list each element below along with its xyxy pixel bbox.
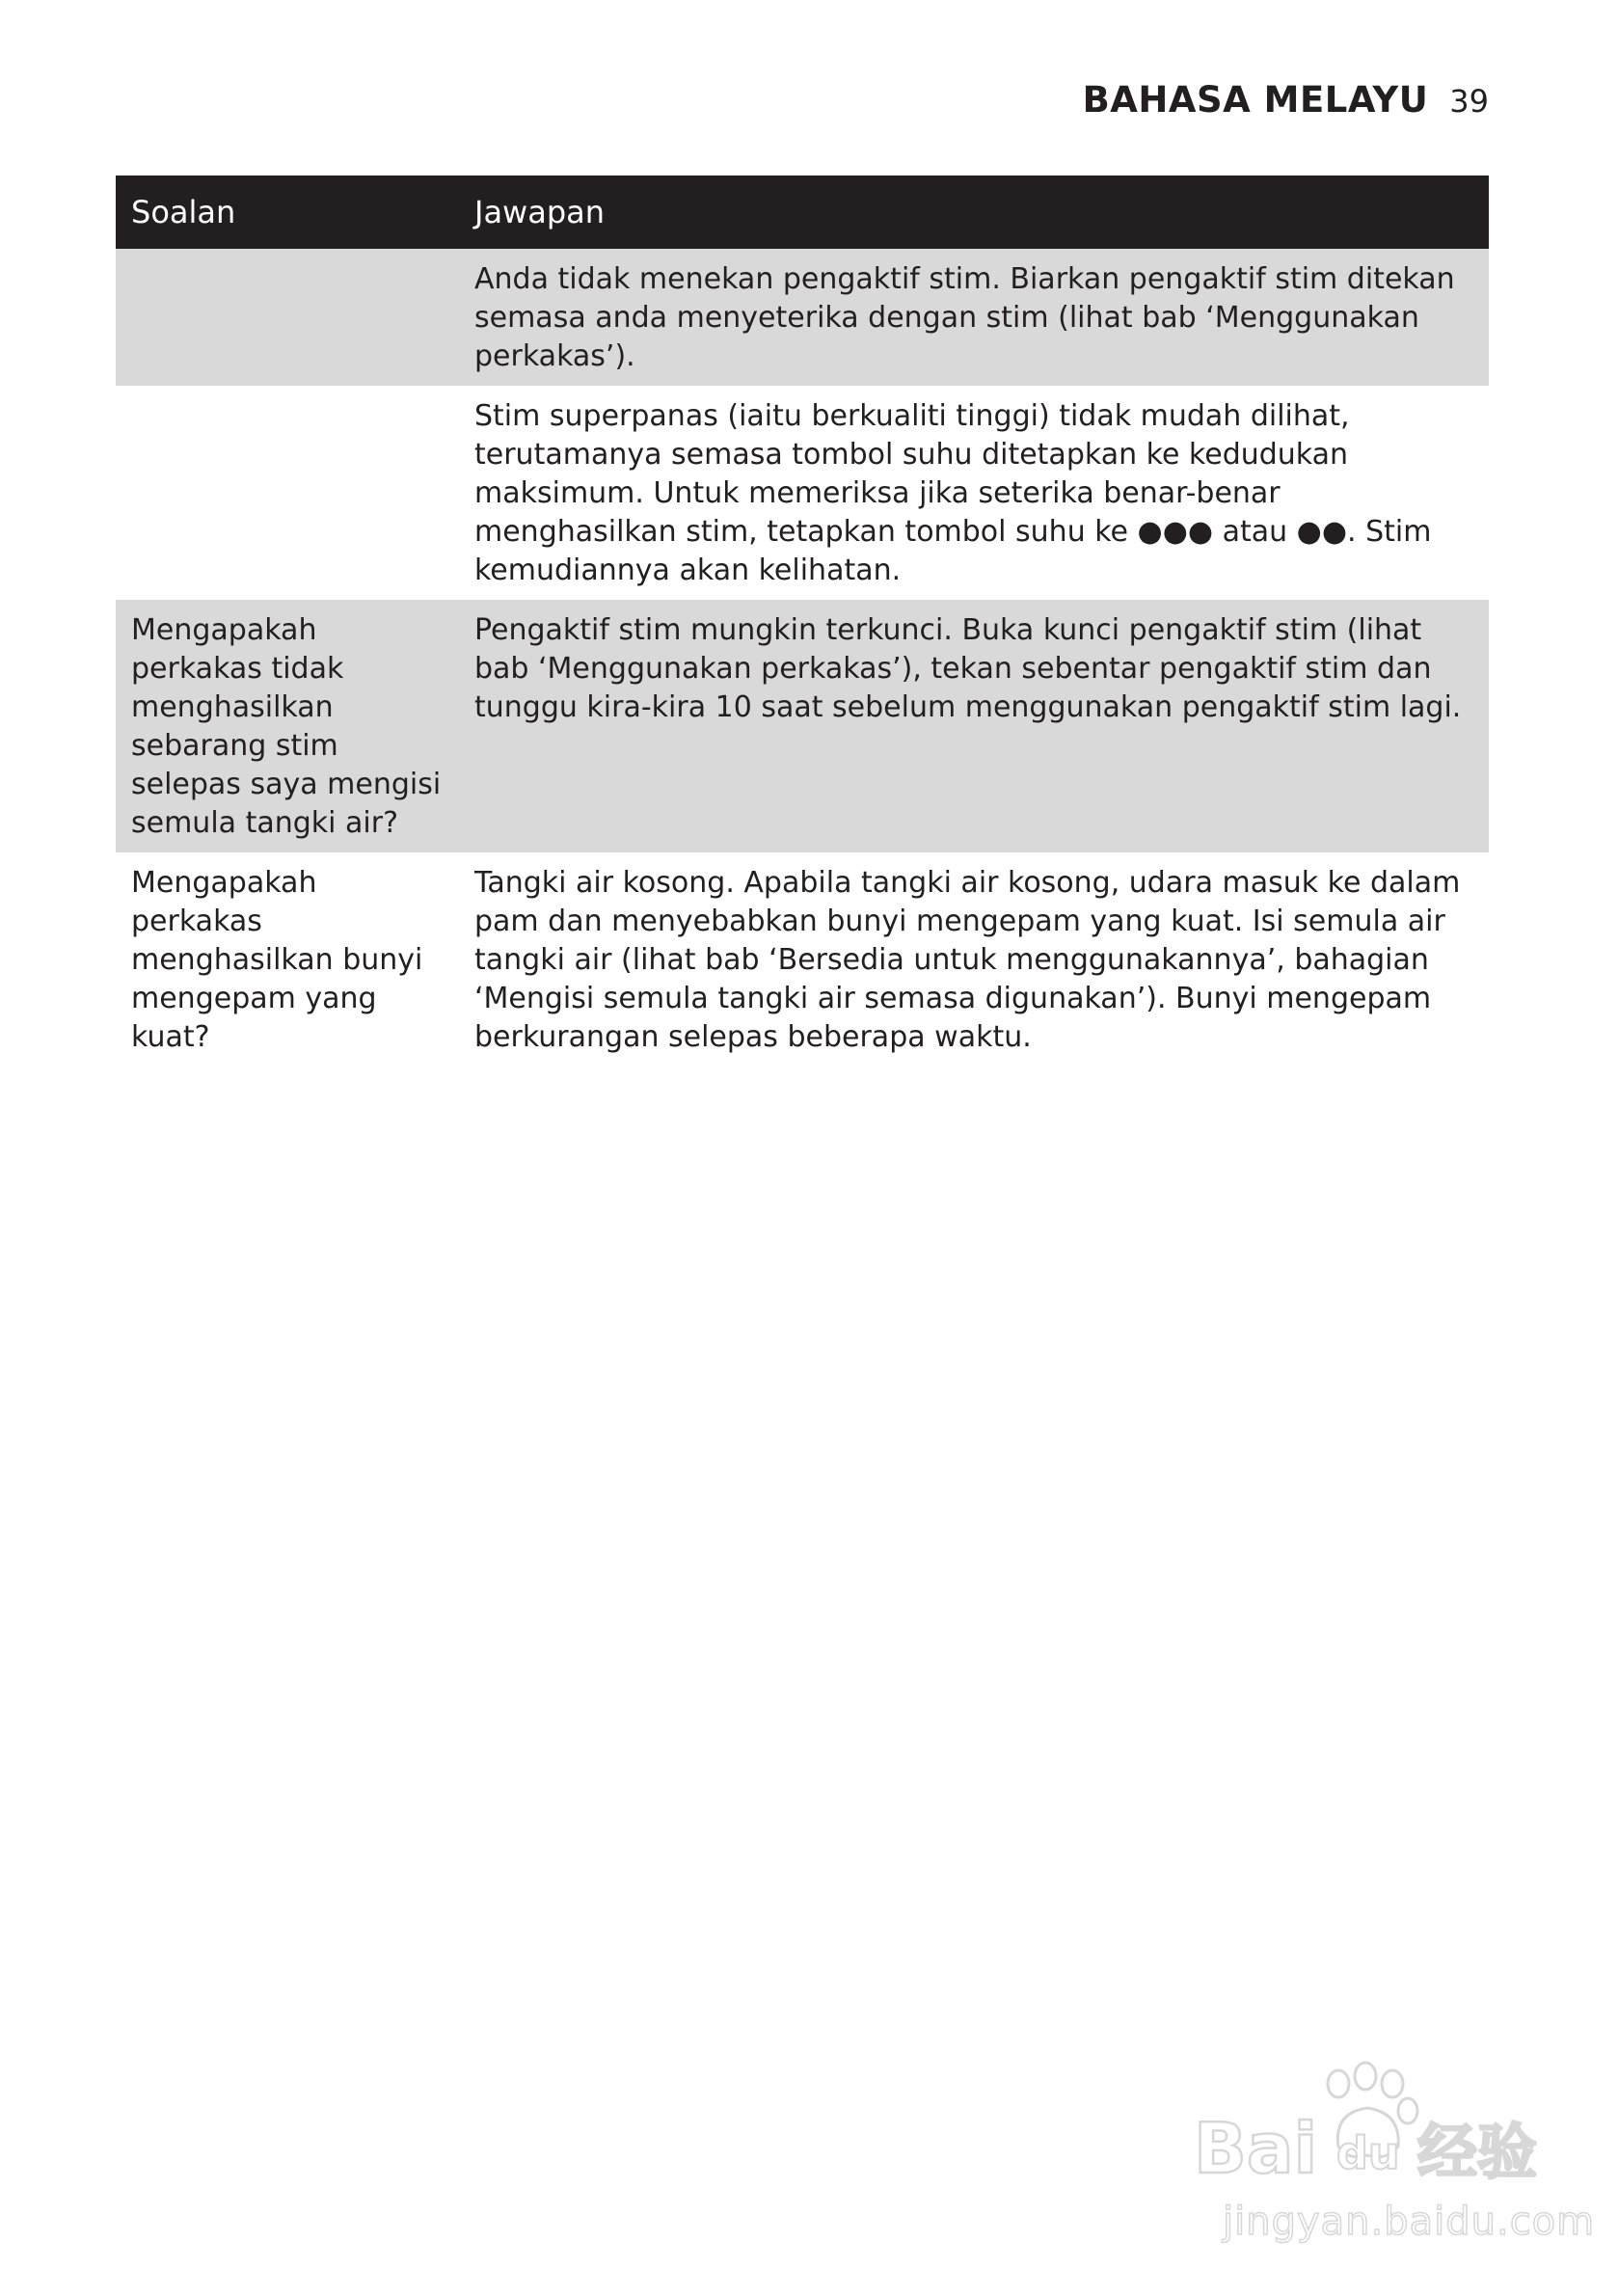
answer-cell: Anda tidak menekan pengaktif stim. Biarkan pengaktif stim ditekan semasa anda menyeterika dengan stim (lihat bab ‘Menggunakan perkakas’). [459,249,1489,386]
answer-cell: Tangki air kosong. Apabila tangki air kosong, udara masuk ke dalam pam dan menyebabkan bunyi mengepam yang kuat. Isi semula air tangki air (lihat bab ‘Bersedia untuk menggunakannya’, bahagian ‘Mengisi semula tangki air semasa digunakan’). Bunyi mengepam berkurangan selepas beberapa waktu. [459,852,1489,1067]
answer-cell: Pengaktif stim mungkin terkunci. Buka kunci pengaktif stim (lihat bab ‘Menggunakan perkakas’), tekan sebentar pengaktif stim dan tunggu kira-kira 10 saat sebelum menggunakan pengaktif stim lagi. [459,600,1489,852]
section-title: BAHASA MELAYU [1082,79,1429,121]
question-cell: Mengapakah perkakas tidak menghasilkan sebarang stim selepas saya mengisi semula tangki air? [116,600,459,852]
svg-text:经验: 经验 [1417,2117,1538,2187]
column-header-question: Soalan [116,176,459,249]
watermark-url: jingyan.baidu.com [1223,2200,1596,2244]
column-header-answer: Jawapan [459,176,1489,249]
question-cell [116,249,459,386]
baidu-watermark [1194,2055,1596,2248]
page-header [1083,79,1489,121]
baidu-jingyan-logo-icon [1194,2055,1579,2200]
table-row [116,249,1489,386]
table-row [116,852,1489,1067]
page-number: 39 [1449,83,1489,120]
table-header-row [116,176,1489,249]
faq-table [116,176,1489,1067]
question-cell [116,386,459,600]
svg-text:Bai: Bai [1194,2108,1318,2189]
table-row [116,600,1489,852]
question-cell: Mengapakah perkakas menghasilkan bunyi mengepam yang kuat? [116,852,459,1067]
answer-cell: Stim superpanas (iaitu berkualiti tinggi) tidak mudah dilihat, terutamanya semasa tombol suhu ditetapkan ke kedudukan maksimum. Untuk memeriksa jika seterika benar-benar menghasilkan stim, tetapkan tombol suhu ke ●●● atau ●●. Stim kemudiannya akan kelihatan. [459,386,1489,600]
table-row [116,386,1489,600]
svg-text:du: du [1336,2127,1400,2179]
